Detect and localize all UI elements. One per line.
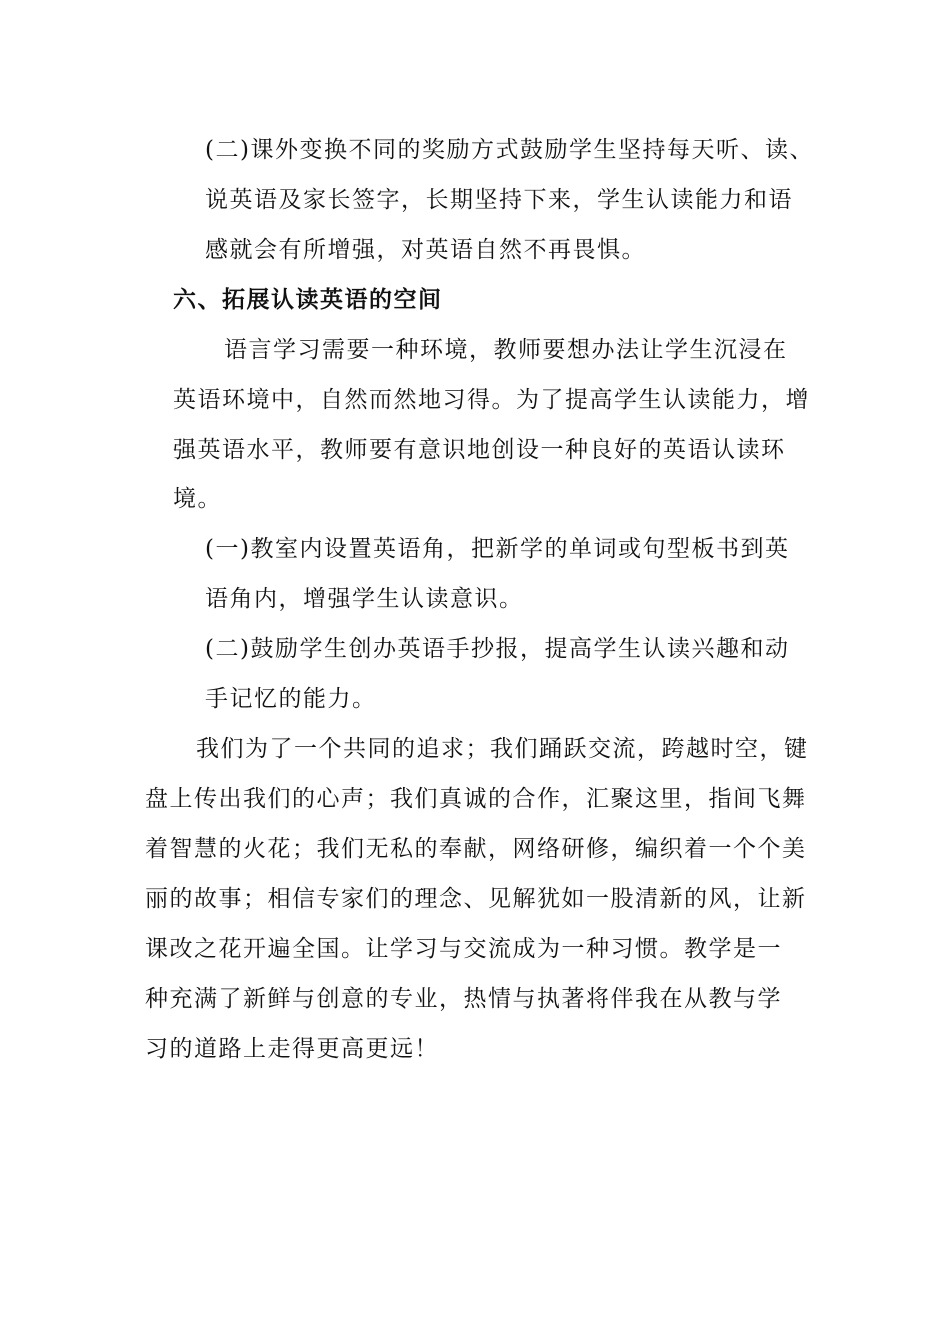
paragraph-line: 说英语及家长签字，长期坚持下来，学生认读能力和语 — [205, 187, 793, 213]
paragraph-line: 境。 — [173, 486, 222, 512]
paragraph-line: 手记忆的能力。 — [205, 686, 377, 712]
paragraph-line: (二)鼓励学生创办英语手抄报，提高学生认读兴趣和动 — [205, 636, 790, 662]
paragraph-line: 种充满了新鲜与创意的专业，热情与执著将伴我在从教与学 — [145, 986, 782, 1012]
paragraph-line: 英语环境中，自然而然地习得。为了提高学生认读能力，增 — [173, 387, 810, 413]
paragraph-line: 课改之花开遍全国。让学习与交流成为一种习惯。教学是一 — [145, 936, 782, 962]
paragraph-line: 语角内，增强学生认读意识。 — [205, 586, 524, 612]
paragraph-line: 着智慧的火花；我们无私的奉献，网络研修，编织着一个个美 — [145, 836, 807, 862]
paragraph-line: (二)课外变换不同的奖励方式鼓励学生坚持每天听、读、 — [205, 137, 814, 163]
paragraph-line: 语言学习需要一种环境，教师要想办法让学生沉浸在 — [224, 337, 788, 363]
paragraph-line: 强英语水平，教师要有意识地创设一种良好的英语认读环 — [173, 437, 786, 463]
paragraph-line: 感就会有所增强，对英语自然不再畏惧。 — [205, 237, 646, 263]
paragraph-line: 习的道路上走得更高更远！ — [145, 1036, 439, 1062]
paragraph-line: (一)教室内设置英语角，把新学的单词或句型板书到英 — [205, 536, 790, 562]
paragraph-line: 盘上传出我们的心声；我们真诚的合作，汇聚这里，指间飞舞 — [145, 786, 807, 812]
section-heading: 六、拓展认读英语的空间 — [173, 286, 443, 313]
paragraph-line: 丽的故事；相信专家们的理念、见解犹如一股清新的风，让新 — [145, 886, 807, 912]
paragraph-line: 我们为了一个共同的追求；我们踊跃交流，跨越时空，键 — [196, 736, 809, 762]
